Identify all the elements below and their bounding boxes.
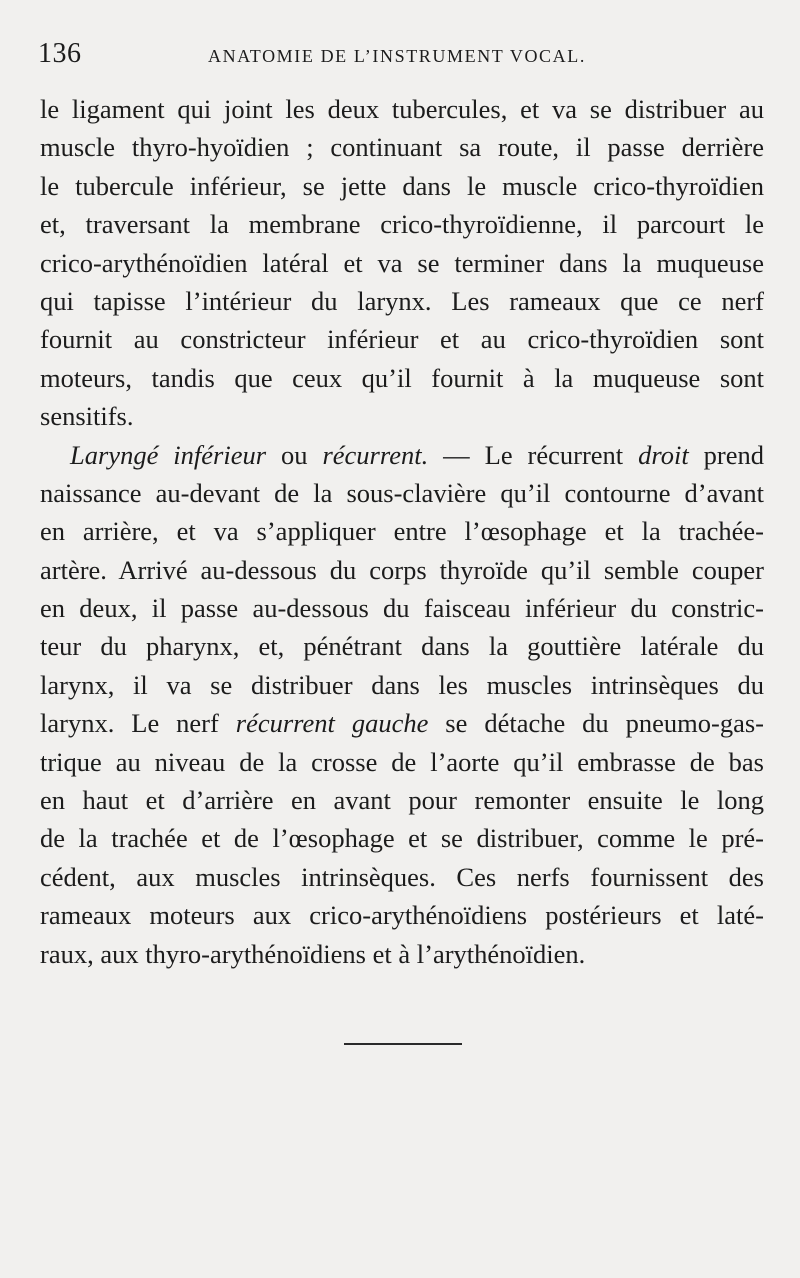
text-line: cédent, aux muscles intrinsèques. Ces nerfs fournissent des xyxy=(40,861,764,892)
text-line: qui tapisse l’intérieur du larynx. Les rameaux que ce nerf xyxy=(40,285,764,316)
text-line: larynx, il va se distribuer dans les muscles intrinsèques du xyxy=(40,669,764,700)
page-header xyxy=(38,38,762,74)
text-line: raux, aux thyro-arythénoïdiens et à l’arythénoïdien. xyxy=(40,938,586,969)
section-heading-line xyxy=(40,436,764,474)
text-fragment: ou xyxy=(266,439,323,470)
section-divider xyxy=(344,1043,462,1045)
text-line: sensitifs. xyxy=(40,401,134,432)
text-line: moteurs, tandis que ceux qu’il fournit à la muqueuse sont xyxy=(40,362,764,393)
text-line: en arrière, et va s’appliquer entre l’œsophage et la trachée- xyxy=(40,516,764,547)
text-line: en haut et d’arrière en avant pour remonter ensuite le long xyxy=(40,785,764,816)
text-fragment: — Le récurrent xyxy=(428,439,639,470)
page-number: 136 xyxy=(38,38,82,69)
running-head: ANATOMIE DE L’INSTRUMENT VOCAL. xyxy=(208,46,586,66)
italic-term: récurrent. xyxy=(322,439,429,470)
text-line: en deux, il passe au-dessous du faisceau inférieur du constric- xyxy=(40,593,764,624)
text-line: muscle thyro-hyoïdien ; continuant sa route, il passe derrière xyxy=(40,132,764,163)
text-line: naissance au-devant de la sous-clavière qu’il contourne d’avant xyxy=(40,477,764,508)
text-line: crico-arythénoïdien latéral et va se terminer dans la muqueuse xyxy=(40,247,764,278)
text-line xyxy=(40,704,764,742)
text-fragment: prend xyxy=(688,439,765,470)
text-line: le tubercule inférieur, se jette dans le muscle crico-thyroïdien xyxy=(40,170,764,201)
text-fragment: larynx. Le nerf xyxy=(40,708,236,739)
text-line: le ligament qui joint les deux tubercules, et va se distribuer au xyxy=(40,94,764,124)
section-title: Laryngé inférieur xyxy=(70,439,267,470)
text-line: rameaux moteurs aux crico-arythénoïdiens postérieurs et laté- xyxy=(40,900,764,931)
text-line: et, traversant la membrane crico-thyroïdienne, il parcourt le xyxy=(40,209,764,240)
text-line: artère. Arrivé au-dessous du corps thyroïde qu’il semble couper xyxy=(40,554,764,585)
text-line: de la trachée et de l’œsophage et se distribuer, comme le pré- xyxy=(40,823,764,854)
text-line: trique au niveau de la crosse de l’aorte qu’il embrasse de bas xyxy=(40,746,764,777)
text-line: teur du pharynx, et, pénétrant dans la gouttière latérale du xyxy=(40,631,764,662)
body-text xyxy=(40,90,764,973)
text-fragment: se détache du pneumo-gas- xyxy=(428,708,764,739)
italic-term: récurrent gauche xyxy=(235,708,429,739)
text-line: fournit au constricteur inférieur et au crico-thyroïdien sont xyxy=(40,324,764,355)
italic-term: droit xyxy=(638,439,689,470)
